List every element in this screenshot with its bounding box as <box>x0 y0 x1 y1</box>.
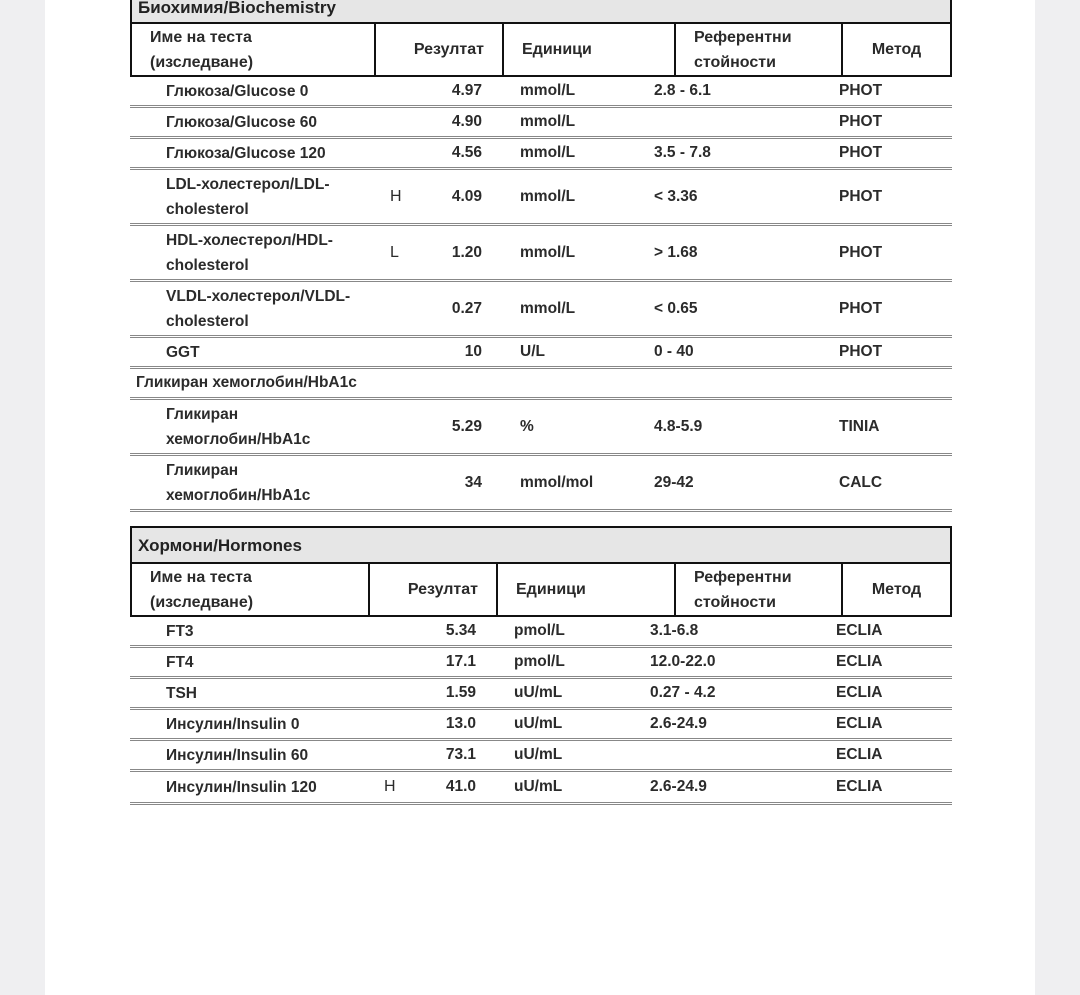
table-row <box>130 170 952 226</box>
table-row <box>130 338 952 369</box>
test-name: VLDL-холестерол/VLDL-cholesterol <box>166 287 351 330</box>
table-row <box>130 679 952 710</box>
result-value: 5.34 <box>445 622 476 639</box>
header-method: Метод <box>841 24 950 75</box>
table-row <box>130 648 952 679</box>
method: PHOT <box>839 144 883 161</box>
method: CALC <box>839 473 883 491</box>
reference-range: 0 - 40 <box>654 343 694 360</box>
units: mmol/L <box>520 299 576 317</box>
table-row <box>130 772 952 805</box>
test-name: Инсулин/Insulin 60 <box>166 746 309 764</box>
units: pmol/L <box>514 622 565 639</box>
reference-range: 4.8-5.9 <box>654 417 703 435</box>
units: uU/mL <box>514 778 563 795</box>
result-value: 34 <box>464 473 482 491</box>
reference-range: 29-42 <box>654 473 694 491</box>
table-row <box>130 282 952 338</box>
table-header <box>130 562 952 617</box>
test-name: Инсулин/Insulin 120 <box>166 778 317 796</box>
header-reference: Референтни стойности <box>674 564 841 615</box>
header-method: Метод <box>841 564 950 615</box>
table-row <box>130 617 952 648</box>
result-value: 13.0 <box>445 715 476 732</box>
result-value: 1.20 <box>451 243 482 261</box>
test-name: TSH <box>166 684 197 702</box>
result-value: 41.0 <box>445 778 476 795</box>
table-row <box>130 139 952 170</box>
header-result: Резултат <box>374 24 502 75</box>
section-title: Хормони/Hormones <box>130 526 952 562</box>
header-test-name: Име на теста (изследване) <box>150 28 254 71</box>
method: PHOT <box>839 187 883 205</box>
result-value: 1.59 <box>445 684 476 701</box>
reference-range: 2.6-24.9 <box>650 778 707 795</box>
reference-range: 0.27 - 4.2 <box>650 684 716 701</box>
hormones-section <box>130 526 952 805</box>
method: ECLIA <box>836 715 883 732</box>
test-name: GGT <box>166 343 200 361</box>
group-title: Гликиран хемоглобин/HbA1c <box>136 374 357 391</box>
units: mmol/L <box>520 243 576 261</box>
table-row <box>130 456 952 512</box>
method: ECLIA <box>836 653 883 670</box>
test-name: HDL-холестерол/HDL-cholesterol <box>166 231 333 274</box>
table-header <box>130 22 952 77</box>
units: mmol/L <box>520 144 576 161</box>
test-name: Глюкоза/Glucose 60 <box>166 113 318 131</box>
method: ECLIA <box>836 622 883 639</box>
table-row <box>130 710 952 741</box>
units: mmol/L <box>520 113 576 130</box>
reference-range: 2.6-24.9 <box>650 715 707 732</box>
method: ECLIA <box>836 778 883 795</box>
units: pmol/L <box>514 653 565 670</box>
result-value: 0.27 <box>451 299 482 317</box>
test-name: Инсулин/Insulin 0 <box>166 715 300 733</box>
method: ECLIA <box>836 746 883 763</box>
reference-range: 3.1-6.8 <box>650 622 699 639</box>
test-name: FT3 <box>166 622 194 640</box>
header-reference: Референтни стойности <box>674 24 841 75</box>
result-value: 4.09 <box>451 187 482 205</box>
table-row <box>130 400 952 456</box>
flag-high: H <box>390 187 402 205</box>
test-name: FT4 <box>166 653 194 671</box>
test-name: Гликиран хемоглобин/HbA1c <box>166 461 311 504</box>
result-value: 10 <box>464 343 482 360</box>
header-units: Единици <box>502 24 674 75</box>
header-test-name: Име на теста (изследване) <box>150 568 254 611</box>
units: mmol/L <box>520 187 576 205</box>
method: PHOT <box>839 299 883 317</box>
reference-range: 3.5 - 7.8 <box>654 144 711 161</box>
result-value: 73.1 <box>445 746 476 763</box>
units: uU/mL <box>514 684 563 701</box>
units: mmol/L <box>520 82 576 99</box>
method: PHOT <box>839 343 883 360</box>
biochemistry-section <box>130 0 952 512</box>
group-header-row <box>130 369 952 400</box>
test-name: Глюкоза/Glucose 0 <box>166 82 309 100</box>
reference-range: 12.0-22.0 <box>650 653 716 670</box>
result-value: 17.1 <box>445 653 476 670</box>
units: mmol/mol <box>520 473 594 491</box>
section-title: Биохимия/Biochemistry <box>130 0 952 22</box>
result-value: 5.29 <box>451 417 482 435</box>
flag-high: H <box>384 778 396 795</box>
result-value: 4.97 <box>451 82 482 99</box>
method: ECLIA <box>836 684 883 701</box>
units: uU/mL <box>514 715 563 732</box>
header-result: Резултат <box>368 564 496 615</box>
method: PHOT <box>839 82 883 99</box>
test-name: Глюкоза/Glucose 120 <box>166 144 326 162</box>
reference-range: > 1.68 <box>654 243 698 261</box>
reference-range: < 0.65 <box>654 299 698 317</box>
reference-range: < 3.36 <box>654 187 698 205</box>
test-name: LDL-холестерол/LDL-cholesterol <box>166 175 330 218</box>
units: U/L <box>520 343 545 360</box>
table-row <box>130 77 952 108</box>
result-value: 4.56 <box>451 144 482 161</box>
table-row <box>130 226 952 282</box>
header-units: Единици <box>496 564 674 615</box>
reference-range: 2.8 - 6.1 <box>654 82 711 99</box>
units: % <box>520 417 534 435</box>
test-name: Гликиран хемоглобин/HbA1c <box>166 405 311 448</box>
units: uU/mL <box>514 746 563 763</box>
table-row <box>130 108 952 139</box>
flag-low: L <box>390 243 399 261</box>
method: TINIA <box>839 417 880 435</box>
method: PHOT <box>839 243 883 261</box>
method: PHOT <box>839 113 883 130</box>
result-value: 4.90 <box>451 113 482 130</box>
table-row <box>130 741 952 772</box>
